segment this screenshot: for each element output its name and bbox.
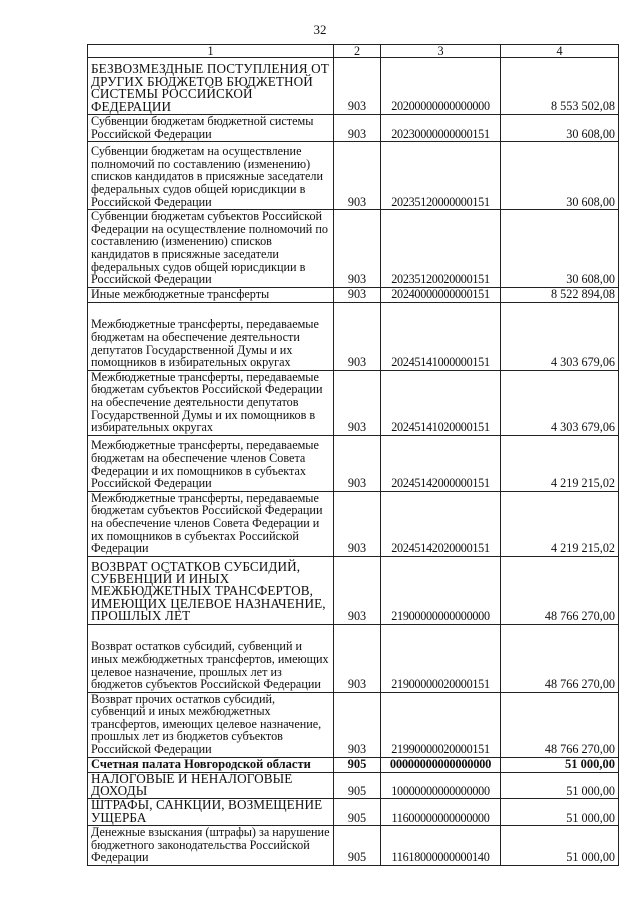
admin-code-cell: 903	[334, 302, 381, 370]
table-row	[88, 757, 619, 772]
admin-code-cell: 903	[334, 692, 381, 757]
amount-cell: 4 303 679,06	[501, 370, 619, 435]
admin-code-cell: 903	[334, 287, 381, 302]
admin-code-cell: 903	[334, 556, 381, 624]
table-header-row	[88, 45, 619, 58]
table-row	[88, 692, 619, 757]
row-name-cell: Субвенции бюджетам на осуществление полномочий по составлению (изменению) списков кандидатов в присяжные заседатели федеральных судов общей юрисдикции в Российской Федерации	[88, 142, 334, 210]
row-name-cell: БЕЗВОЗМЕЗДНЫЕ ПОСТУПЛЕНИЯ ОТ ДРУГИХ БЮДЖЕТОВ БЮДЖЕТНОЙ СИСТЕМЫ РОССИЙСКОЙ ФЕДЕРАЦИИ	[88, 58, 334, 115]
row-name-cell: Иные межбюджетные трансферты	[88, 287, 334, 302]
table-row	[88, 799, 619, 826]
table-row	[88, 115, 619, 142]
row-name-cell: ВОЗВРАТ ОСТАТКОВ СУБСИДИЙ, СУБВЕНЦИЙ И ИНЫХ МЕЖБЮДЖЕТНЫХ ТРАНСФЕРТОВ, ИМЕЮЩИХ ЦЕЛЕВОЕ НАЗНАЧЕНИЕ, ПРОШЛЫХ ЛЕТ	[88, 556, 334, 624]
amount-cell: 51 000,00	[501, 772, 619, 799]
admin-code-cell: 903	[334, 115, 381, 142]
row-name-cell: Субвенции бюджетам субъектов Российской Федерации на осуществление полномочий по составлению (изменению) списков кандидатов в присяжные заседатели федеральных судов общей юрисдикции в Российской Федерации	[88, 210, 334, 288]
budget-code-cell: 10000000000000000	[381, 772, 501, 799]
table-row	[88, 210, 619, 288]
row-name-cell: Межбюджетные трансферты, передаваемые бюджетам на обеспечение членов Совета Федерации и их помощников в субъектах Российской Федерации	[88, 435, 334, 491]
amount-cell: 30 608,00	[501, 142, 619, 210]
admin-code-cell: 903	[334, 58, 381, 115]
row-name-cell: НАЛОГОВЫЕ И НЕНАЛОГОВЫЕ ДОХОДЫ	[88, 772, 334, 799]
row-name-cell: Возврат прочих остатков субсидий, субвенций и иных межбюджетных трансфертов, имеющих целевое назначение, прошлых лет из бюджетов субъектов Российской Федерации	[88, 692, 334, 757]
table-row	[88, 491, 619, 556]
budget-code-cell: 21900000020000151	[381, 624, 501, 692]
column-header-4: 4	[501, 45, 619, 58]
budget-code-cell: 20245142000000151	[381, 435, 501, 491]
row-name-cell: Денежные взыскания (штрафы) за нарушение бюджетного законодательства Российской Федерации	[88, 826, 334, 866]
amount-cell: 48 766 270,00	[501, 556, 619, 624]
budget-code-cell: 21900000000000000	[381, 556, 501, 624]
table-row	[88, 624, 619, 692]
budget-code-cell: 20245141020000151	[381, 370, 501, 435]
row-name-cell: Межбюджетные трансферты, передаваемые бюджетам на обеспечение деятельности депутатов Государственной Думы и их помощников в избирательных округах	[88, 302, 334, 370]
admin-code-cell: 903	[334, 210, 381, 288]
page-number: 32	[313, 22, 327, 37]
amount-cell: 48 766 270,00	[501, 692, 619, 757]
budget-code-cell: 20245141000000151	[381, 302, 501, 370]
admin-code-cell: 903	[334, 142, 381, 210]
budget-code-cell: 21990000020000151	[381, 692, 501, 757]
table-row	[88, 826, 619, 866]
row-name-cell: ШТРАФЫ, САНКЦИИ, ВОЗМЕЩЕНИЕ УЩЕРБА	[88, 799, 334, 826]
budget-code-cell: 00000000000000000	[381, 757, 501, 772]
admin-code-cell: 903	[334, 435, 381, 491]
table-row	[88, 435, 619, 491]
table-row	[88, 370, 619, 435]
amount-cell: 48 766 270,00	[501, 624, 619, 692]
table-row	[88, 58, 619, 115]
admin-code-cell: 903	[334, 370, 381, 435]
amount-cell: 30 608,00	[501, 115, 619, 142]
row-name-cell: Субвенции бюджетам бюджетной системы Российской Федерации	[88, 115, 334, 142]
budget-code-cell: 20235120020000151	[381, 210, 501, 288]
amount-cell: 4 219 215,02	[501, 491, 619, 556]
amount-cell: 8 522 894,08	[501, 287, 619, 302]
table-row	[88, 287, 619, 302]
admin-code-cell: 905	[334, 757, 381, 772]
column-header-2: 2	[334, 45, 381, 58]
budget-code-cell: 11600000000000000	[381, 799, 501, 826]
admin-code-cell: 903	[334, 624, 381, 692]
budget-code-cell: 20230000000000151	[381, 115, 501, 142]
budget-code-cell: 11618000000000140	[381, 826, 501, 866]
column-header-3: 3	[381, 45, 501, 58]
amount-cell: 51 000,00	[501, 826, 619, 866]
table-body	[88, 58, 619, 866]
table-row	[88, 772, 619, 799]
admin-code-cell: 903	[334, 491, 381, 556]
amount-cell: 4 219 215,02	[501, 435, 619, 491]
table-row	[88, 142, 619, 210]
table-row	[88, 556, 619, 624]
budget-code-cell: 20245142020000151	[381, 491, 501, 556]
budget-code-cell: 20200000000000000	[381, 58, 501, 115]
budget-code-cell: 20240000000000151	[381, 287, 501, 302]
amount-cell: 30 608,00	[501, 210, 619, 288]
amount-cell: 4 303 679,06	[501, 302, 619, 370]
admin-code-cell: 905	[334, 826, 381, 866]
budget-code-cell: 20235120000000151	[381, 142, 501, 210]
column-header-1: 1	[88, 45, 334, 58]
admin-code-cell: 905	[334, 772, 381, 799]
row-name-cell: Счетная палата Новгородской области	[88, 757, 334, 772]
revenue-table	[87, 44, 619, 866]
amount-cell: 51 000,00	[501, 799, 619, 826]
table-row	[88, 302, 619, 370]
amount-cell: 8 553 502,08	[501, 58, 619, 115]
admin-code-cell: 905	[334, 799, 381, 826]
amount-cell: 51 000,00	[501, 757, 619, 772]
row-name-cell: Межбюджетные трансферты, передаваемые бюджетам субъектов Российской Федерации на обеспечение деятельности депутатов Государственной Думы и их помощников в избирательных округах	[88, 370, 334, 435]
row-name-cell: Возврат остатков субсидий, субвенций и иных межбюджетных трансфертов, имеющих целевое назначение, прошлых лет из бюджетов субъектов Российской Федерации	[88, 624, 334, 692]
row-name-cell: Межбюджетные трансферты, передаваемые бюджетам субъектов Российской Федерации на обеспечение членов Совета Федерации и их помощников в субъектах Российской Федерации	[88, 491, 334, 556]
